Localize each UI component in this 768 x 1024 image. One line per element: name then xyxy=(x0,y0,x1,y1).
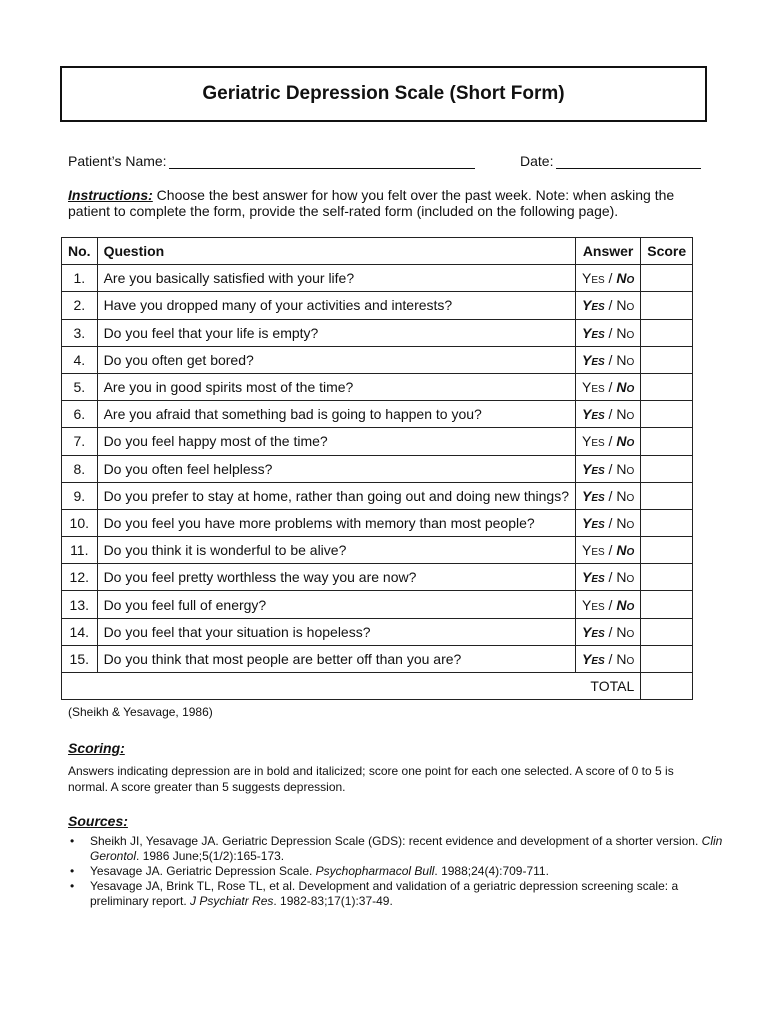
table-row xyxy=(62,373,693,400)
question-number: 15. xyxy=(62,645,98,672)
answer-separator: / xyxy=(604,487,617,504)
table-body xyxy=(62,265,693,700)
answer-yes[interactable]: Yes xyxy=(581,487,605,504)
answer-no[interactable]: No xyxy=(616,324,635,341)
question-text: Do you think that most people are better off than you are? xyxy=(97,645,575,672)
question-number: 14. xyxy=(62,618,98,645)
score-cell[interactable] xyxy=(641,591,693,618)
answer-cell xyxy=(575,373,640,400)
answer-yes[interactable]: Yes xyxy=(581,379,605,396)
score-cell[interactable] xyxy=(641,346,693,373)
answer-cell xyxy=(575,346,640,373)
answer-separator: / xyxy=(604,460,617,477)
answer-separator: / xyxy=(604,514,617,531)
citation: (Sheikh & Yesavage, 1986) xyxy=(68,705,213,719)
answer-no[interactable]: No xyxy=(616,379,635,396)
answer-no[interactable]: No xyxy=(616,406,635,423)
answer-yes[interactable]: Yes xyxy=(581,596,605,613)
answer-separator: / xyxy=(604,650,617,667)
question-number: 11. xyxy=(62,537,98,564)
score-cell[interactable] xyxy=(641,401,693,428)
score-cell[interactable] xyxy=(641,509,693,536)
source-details: . 1982-83;17(1):37-49. xyxy=(273,894,393,908)
score-cell[interactable] xyxy=(641,292,693,319)
sources-heading: Sources: xyxy=(68,813,128,829)
patient-name-label: Patient’s Name: xyxy=(68,153,167,169)
answer-yes[interactable]: Yes xyxy=(581,514,605,531)
question-number: 2. xyxy=(62,292,98,319)
total-score-cell[interactable] xyxy=(641,673,693,700)
question-text: Do you think it is wonderful to be alive? xyxy=(97,537,575,564)
table-row xyxy=(62,292,693,319)
sources-list xyxy=(68,834,730,909)
gds-table xyxy=(61,237,693,700)
answer-cell xyxy=(575,292,640,319)
question-text: Do you prefer to stay at home, rather than going out and doing new things? xyxy=(97,482,575,509)
source-details: . 1986 June;5(1/2):165-173. xyxy=(136,849,285,863)
header-no: No. xyxy=(62,238,98,265)
answer-yes[interactable]: Yes xyxy=(581,297,605,314)
question-number: 6. xyxy=(62,401,98,428)
answer-no[interactable]: No xyxy=(616,433,635,450)
question-number: 3. xyxy=(62,319,98,346)
table-row xyxy=(62,346,693,373)
source-journal: Clin Gerontol xyxy=(90,834,723,863)
source-text: Yesavage JA. Geriatric Depression Scale. xyxy=(90,864,316,878)
source-item xyxy=(90,834,730,864)
question-number: 13. xyxy=(62,591,98,618)
question-number: 10. xyxy=(62,509,98,536)
answer-no[interactable]: No xyxy=(616,596,635,613)
question-number: 5. xyxy=(62,373,98,400)
score-cell[interactable] xyxy=(641,482,693,509)
answer-separator: / xyxy=(604,406,617,423)
answer-cell xyxy=(575,618,640,645)
answer-no[interactable]: No xyxy=(616,460,635,477)
answer-separator: / xyxy=(604,324,617,341)
source-journal: Psychopharmacol Bull xyxy=(315,864,435,878)
question-text: Do you feel that your situation is hopeless? xyxy=(97,618,575,645)
answer-no[interactable]: No xyxy=(616,514,635,531)
answer-no[interactable]: No xyxy=(616,542,635,559)
question-text: Do you often get bored? xyxy=(97,346,575,373)
answer-separator: / xyxy=(604,433,617,450)
question-number: 12. xyxy=(62,564,98,591)
table-row xyxy=(62,319,693,346)
answer-no[interactable]: No xyxy=(616,569,635,586)
answer-yes[interactable]: Yes xyxy=(581,270,605,287)
question-text: Are you afraid that something bad is going to happen to you? xyxy=(97,401,575,428)
answer-separator: / xyxy=(604,297,617,314)
source-journal: J Psychiatr Res xyxy=(190,894,274,908)
instructions-text: Choose the best answer for how you felt over the past week. Note: when asking the patient to complete the form, provide the self-rated form (included on the following page). xyxy=(68,187,675,219)
answer-cell xyxy=(575,482,640,509)
answer-separator: / xyxy=(604,542,617,559)
question-number: 9. xyxy=(62,482,98,509)
question-number: 7. xyxy=(62,428,98,455)
answer-yes[interactable]: Yes xyxy=(581,433,605,450)
header-score: Score xyxy=(641,238,693,265)
answer-yes[interactable]: Yes xyxy=(581,460,605,477)
instructions xyxy=(68,187,698,219)
source-details: . 1988;24(4):709-711. xyxy=(434,864,549,878)
patient-name-field[interactable] xyxy=(169,168,475,169)
source-text: Yesavage JA, Brink TL, Rose TL, et al. Development and validation of a geriatric depression screening scale: a preliminary report. xyxy=(90,879,679,908)
question-text: Do you feel you have more problems with memory than most people? xyxy=(97,509,575,536)
scoring-text: Answers indicating depression are in bold and italicized; score one point for each one selected. A score of 0 to 5 is normal. A score greater than 5 suggests depression. xyxy=(68,764,674,794)
source-item xyxy=(90,864,730,879)
answer-no[interactable]: No xyxy=(616,623,635,640)
answer-separator: / xyxy=(604,569,617,586)
answer-no[interactable]: No xyxy=(616,351,635,368)
table-row xyxy=(62,618,693,645)
table-row xyxy=(62,564,693,591)
question-text: Do you feel pretty worthless the way you are now? xyxy=(97,564,575,591)
page-title: Geriatric Depression Scale (Short Form) xyxy=(202,83,565,104)
table-row xyxy=(62,537,693,564)
answer-no[interactable]: No xyxy=(616,270,635,287)
score-cell[interactable] xyxy=(641,373,693,400)
source-item xyxy=(90,879,730,909)
score-cell[interactable] xyxy=(641,319,693,346)
score-cell[interactable] xyxy=(641,428,693,455)
score-cell[interactable] xyxy=(641,564,693,591)
total-label: TOTAL xyxy=(62,673,641,700)
score-cell[interactable] xyxy=(641,618,693,645)
answer-cell xyxy=(575,265,640,292)
question-text: Are you in good spirits most of the time? xyxy=(97,373,575,400)
answer-no[interactable]: No xyxy=(616,487,635,504)
table-row xyxy=(62,265,693,292)
answer-cell xyxy=(575,401,640,428)
question-text: Are you basically satisfied with your life? xyxy=(97,265,575,292)
answer-separator: / xyxy=(604,596,617,613)
question-text: Do you feel happy most of the time? xyxy=(97,428,575,455)
answer-separator: / xyxy=(604,379,617,396)
answer-yes[interactable]: Yes xyxy=(581,623,605,640)
score-cell[interactable] xyxy=(641,645,693,672)
source-text: Sheikh JI, Yesavage JA. Geriatric Depression Scale (GDS): recent evidence and development of a shorter version. xyxy=(90,834,702,848)
question-number: 4. xyxy=(62,346,98,373)
answer-yes[interactable]: Yes xyxy=(581,569,605,586)
question-number: 8. xyxy=(62,455,98,482)
score-cell[interactable] xyxy=(641,265,693,292)
answer-yes[interactable]: Yes xyxy=(581,650,605,667)
question-text: Do you often feel helpless? xyxy=(97,455,575,482)
answer-no[interactable]: No xyxy=(616,650,635,667)
answer-separator: / xyxy=(604,351,617,368)
header-question: Question xyxy=(97,238,575,265)
answer-separator: / xyxy=(604,623,617,640)
score-cell[interactable] xyxy=(641,455,693,482)
question-text: Do you feel full of energy? xyxy=(97,591,575,618)
answer-no[interactable]: No xyxy=(616,297,635,314)
table-row xyxy=(62,591,693,618)
answer-yes[interactable]: Yes xyxy=(581,406,605,423)
total-row xyxy=(62,673,693,700)
table-row xyxy=(62,401,693,428)
table-row xyxy=(62,482,693,509)
answer-cell xyxy=(575,509,640,536)
answer-cell xyxy=(575,645,640,672)
header-answer: Answer xyxy=(575,238,640,265)
answer-yes[interactable]: Yes xyxy=(581,324,605,341)
question-number: 1. xyxy=(62,265,98,292)
table-header-row xyxy=(62,238,693,265)
patient-info-row xyxy=(68,153,708,173)
answer-yes[interactable]: Yes xyxy=(581,542,605,559)
answer-cell xyxy=(575,537,640,564)
date-label: Date: xyxy=(520,153,554,169)
table-row xyxy=(62,509,693,536)
table-row xyxy=(62,455,693,482)
title-box xyxy=(60,66,707,122)
date-field[interactable] xyxy=(556,168,701,169)
question-text: Have you dropped many of your activities and interests? xyxy=(97,292,575,319)
table-row xyxy=(62,428,693,455)
score-cell[interactable] xyxy=(641,537,693,564)
answer-yes[interactable]: Yes xyxy=(581,351,605,368)
table-row xyxy=(62,645,693,672)
answer-cell xyxy=(575,564,640,591)
answer-cell xyxy=(575,319,640,346)
answer-cell xyxy=(575,591,640,618)
scoring-heading: Scoring: xyxy=(68,740,125,756)
instructions-label: Instructions: xyxy=(68,187,153,203)
question-text: Do you feel that your life is empty? xyxy=(97,319,575,346)
answer-separator: / xyxy=(604,270,617,287)
answer-cell xyxy=(575,455,640,482)
answer-cell xyxy=(575,428,640,455)
